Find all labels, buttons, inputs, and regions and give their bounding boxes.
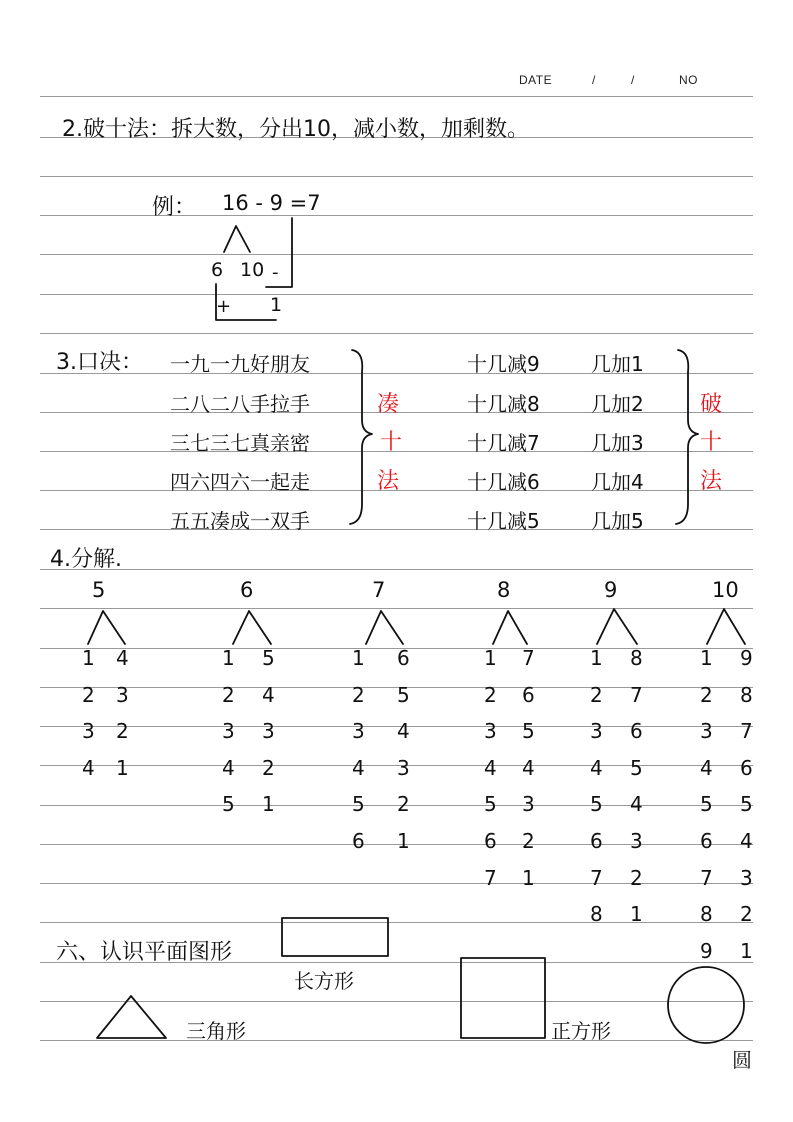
decomposition-total: 5 (92, 578, 106, 602)
decomposition-total: 10 (712, 578, 739, 602)
decomposition-part-a: 4 (222, 756, 235, 780)
decomposition-part-a: 4 (700, 756, 713, 780)
decomposition-part-a: 1 (590, 646, 603, 670)
decomposition-part-a: 1 (82, 646, 95, 670)
date-label: DATE (519, 73, 553, 87)
decomposition-part-b: 6 (630, 719, 643, 743)
section-2-title: 2.破十法：拆大数，分出10，减小数，加剩数。 (62, 117, 529, 142)
method-label-char: 法 (700, 469, 723, 494)
decomposition-part-b: 3 (397, 756, 410, 780)
decomposition-part-b: 1 (262, 792, 275, 816)
rhyme-line-b: 几加2 (591, 392, 644, 416)
decomposition-part-a: 4 (484, 756, 497, 780)
rhyme-line-b: 几加1 (591, 352, 644, 376)
decomposition-part-b: 8 (740, 683, 753, 707)
decomposition-part-b: 7 (522, 646, 535, 670)
decomposition-total: 9 (604, 578, 618, 602)
rhyme-line-a: 十几减9 (467, 352, 540, 376)
decomposition-part-a: 4 (352, 756, 365, 780)
decomposition-part-a: 1 (484, 646, 497, 670)
decomposition-total: 6 (240, 578, 254, 602)
rhyme-line-b: 几加3 (591, 431, 644, 455)
example-equation: 16 - 9 =7 (222, 191, 321, 215)
rhyme-line: 五五凑成一双手 (170, 509, 310, 533)
decomposition-part-b: 6 (522, 683, 535, 707)
square-shape (461, 958, 545, 1038)
rhyme-line: 三七三七真亲密 (170, 431, 310, 455)
decomposition-part-b: 2 (522, 829, 535, 853)
decomposition-tree-icon (707, 609, 745, 644)
decomposition-part-b: 7 (740, 719, 753, 743)
decomposition-part-a: 8 (700, 902, 713, 926)
decomposition-part-b: 4 (740, 829, 753, 853)
decomposition-part-b: 1 (630, 902, 643, 926)
decomposition-part-a: 2 (590, 683, 603, 707)
decomposition-part-b: 4 (397, 719, 410, 743)
decomposition-part-b: 2 (116, 719, 129, 743)
date-separator: / (631, 73, 635, 87)
section-4-title: 4.分解. (50, 547, 122, 572)
decomposition-part-a: 1 (222, 646, 235, 670)
rhyme-line: 一九一九好朋友 (170, 352, 310, 376)
decomposition-total: 7 (372, 578, 386, 602)
decomposition-part-b: 2 (262, 756, 275, 780)
method-label-char: 十 (380, 430, 403, 455)
decomposition-part-a: 7 (700, 866, 713, 890)
decomposition-part-b: 4 (522, 756, 535, 780)
rhyme-line: 四六四六一起走 (170, 470, 310, 494)
decomposition-part-a: 8 (590, 902, 603, 926)
decomposition-part-a: 6 (484, 829, 497, 853)
decomposition-part-b: 5 (262, 646, 275, 670)
split-right-number: 10 (240, 259, 265, 281)
decomposition-part-a: 2 (222, 683, 235, 707)
right-brace (676, 350, 698, 524)
decomposition-part-a: 6 (700, 829, 713, 853)
decomposition-part-b: 1 (740, 939, 753, 963)
rhyme-line-b: 几加4 (591, 470, 644, 494)
decomposition-part-b: 3 (740, 866, 753, 890)
decomposition-part-a: 6 (352, 829, 365, 853)
rhyme-line: 二八二八手拉手 (170, 392, 310, 416)
rhyme-line-a: 十几减6 (467, 470, 540, 494)
decomposition-part-b: 5 (740, 792, 753, 816)
decomposition-part-b: 3 (262, 719, 275, 743)
decomposition-part-b: 1 (116, 756, 129, 780)
decomposition-part-a: 5 (222, 792, 235, 816)
decomposition-part-b: 2 (740, 902, 753, 926)
circle-shape (668, 967, 744, 1043)
decomposition-part-b: 3 (630, 829, 643, 853)
decomposition-part-a: 6 (590, 829, 603, 853)
decomposition-tree-icon (597, 609, 637, 644)
decomposition-part-b: 4 (116, 646, 129, 670)
decomposition-part-a: 3 (222, 719, 235, 743)
method-label-char: 法 (377, 469, 400, 494)
decomposition-tree-icon (493, 611, 527, 644)
rhyme-line-a: 十几减7 (467, 431, 540, 455)
decomposition-part-a: 5 (590, 792, 603, 816)
example-label: 例： (152, 195, 197, 220)
decomposition-part-a: 2 (484, 683, 497, 707)
decomposition-part-b: 3 (522, 792, 535, 816)
decomposition-part-b: 5 (630, 756, 643, 780)
decomposition-part-a: 7 (590, 866, 603, 890)
left-brace (350, 350, 372, 524)
square-label: 正方形 (551, 1019, 611, 1043)
decomposition-part-b: 1 (397, 829, 410, 853)
method-label-char: 破 (700, 392, 723, 417)
decomposition-part-b: 2 (630, 866, 643, 890)
decomposition-part-a: 2 (700, 683, 713, 707)
decomposition-part-b: 8 (630, 646, 643, 670)
decomposition-part-a: 4 (590, 756, 603, 780)
decomposition-tree-icon (88, 611, 125, 644)
decomposition-part-a: 3 (352, 719, 365, 743)
decomposition-part-b: 4 (630, 792, 643, 816)
minus-sign: - (272, 262, 279, 283)
decomposition-part-b: 7 (630, 683, 643, 707)
plus-sign: + (216, 296, 232, 317)
decomposition-part-a: 5 (700, 792, 713, 816)
date-separator: / (592, 73, 596, 87)
split-tree-lines (224, 226, 250, 252)
decomposition-part-a: 1 (352, 646, 365, 670)
rhyme-line-a: 十几减5 (467, 509, 540, 533)
decomposition-part-a: 3 (700, 719, 713, 743)
decomposition-part-a: 1 (700, 646, 713, 670)
circle-label: 圆 (732, 1048, 752, 1072)
decomposition-part-a: 7 (484, 866, 497, 890)
decomposition-part-b: 3 (116, 683, 129, 707)
no-label: NO (679, 73, 698, 87)
method-label-char: 十 (700, 430, 723, 455)
decomposition-part-b: 6 (740, 756, 753, 780)
split-left-number: 6 (211, 259, 224, 281)
decomposition-part-a: 2 (82, 683, 95, 707)
section-6-title: 六、认识平面图形 (56, 940, 233, 965)
remaining-number: 1 (270, 294, 283, 316)
rectangle-label: 长方形 (294, 969, 354, 993)
decomposition-part-b: 4 (262, 683, 275, 707)
method-label-char: 凑 (377, 392, 400, 417)
decomposition-part-b: 1 (522, 866, 535, 890)
rhyme-line-a: 十几减8 (467, 392, 540, 416)
decomposition-part-a: 3 (590, 719, 603, 743)
triangle-label: 三角形 (186, 1019, 246, 1043)
decomposition-tree-icon (366, 611, 403, 644)
decomposition-tree-icon (233, 611, 271, 644)
decomposition-part-a: 3 (484, 719, 497, 743)
rhyme-line-b: 几加5 (591, 509, 644, 533)
decomposition-part-b: 9 (740, 646, 753, 670)
minus-bracket-line (266, 218, 292, 287)
decomposition-total: 8 (497, 578, 511, 602)
decomposition-part-b: 5 (397, 683, 410, 707)
triangle-shape (97, 996, 166, 1038)
rectangle-shape (282, 918, 388, 956)
plus-bracket-line (216, 284, 276, 320)
decomposition-part-b: 2 (397, 792, 410, 816)
decomposition-part-a: 3 (82, 719, 95, 743)
decomposition-part-b: 6 (397, 646, 410, 670)
decomposition-part-a: 5 (484, 792, 497, 816)
decomposition-part-a: 5 (352, 792, 365, 816)
section-3-title: 3.口决： (56, 350, 143, 375)
decomposition-part-a: 2 (352, 683, 365, 707)
decomposition-part-a: 9 (700, 939, 713, 963)
decomposition-part-b: 5 (522, 719, 535, 743)
decomposition-part-a: 4 (82, 756, 95, 780)
